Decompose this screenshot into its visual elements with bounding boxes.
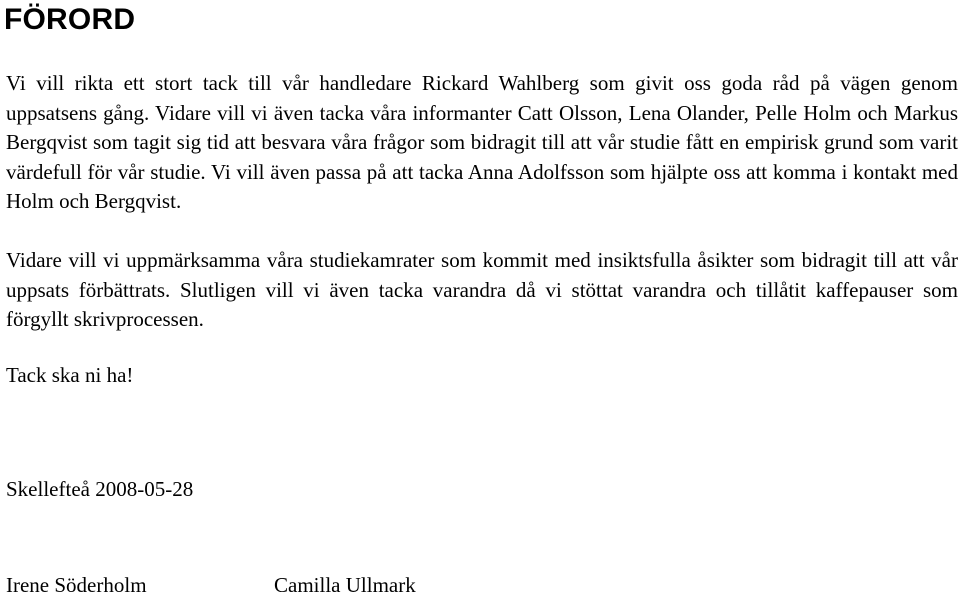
signature-author-1: Irene Söderholm xyxy=(6,573,147,597)
place-date: Skellefteå 2008-05-28 xyxy=(6,477,194,501)
page-title: FÖRORD xyxy=(4,3,136,36)
paragraph-classmates: Vidare vill vi uppmärksamma våra studiekamrater som kommit med insiktsfulla åsikter som bidragit till att vår uppsats förbättrats. Slutligen vill vi även tacka varandra då vi stöttat varandra och tillåtit kaffepauser som förgyllt skrivprocessen. xyxy=(6,248,958,331)
closing-line: Tack ska ni ha! xyxy=(6,363,134,387)
signature-author-2: Camilla Ullmark xyxy=(274,573,416,597)
paragraph-acknowledgements: Vi vill rikta ett stort tack till vår handledare Rickard Wahlberg som givit oss goda råd på vägen genom uppsatsens gång. Vidare vill vi även tacka våra informanter Catt Olsson, Lena Olander, Pelle Holm och Markus Bergqvist som tagit sig tid att besvara våra frågor som bidragit till att vår studie fått en empirisk grund som varit värdefull för vår studie. Vi vill även passa på att tacka Anna Adolfsson som hjälpte oss att komma i kontakt med Holm och Bergqvist. xyxy=(6,71,958,213)
